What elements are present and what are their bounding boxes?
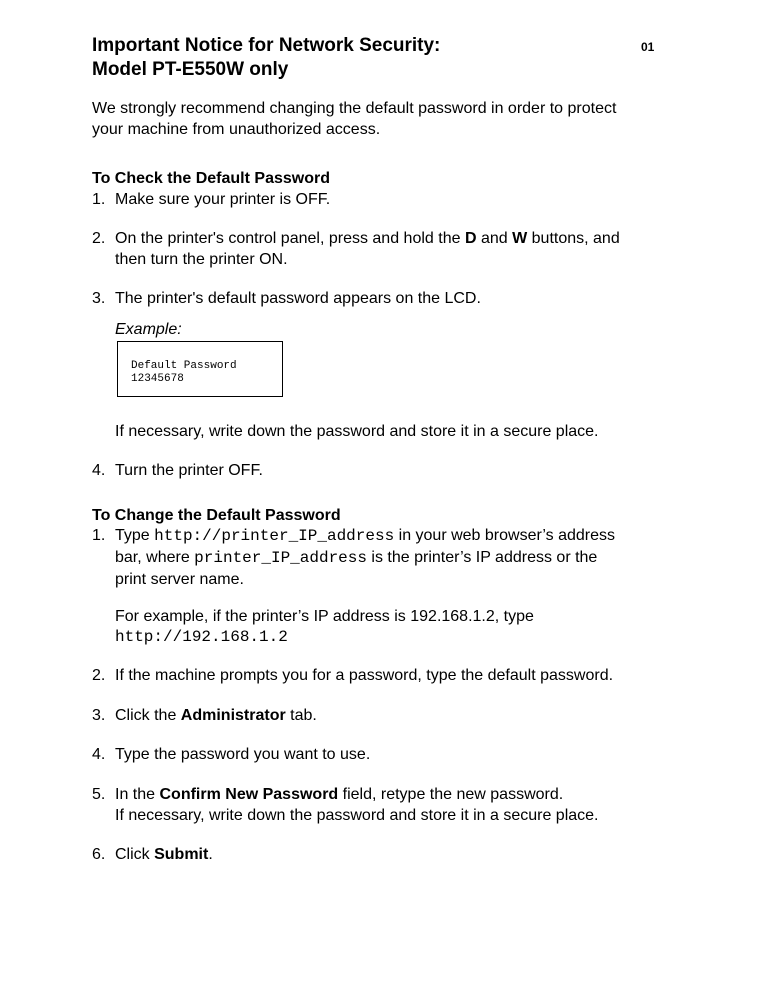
example-text: For example, if the printer’s IP address is 192.168.1.2, type <box>115 608 534 625</box>
step-text-pre: Click the <box>115 707 181 724</box>
check-step-4 <box>92 460 263 481</box>
title-line-1: Important Notice for Network Security: <box>92 35 441 56</box>
lcd-display-example <box>117 341 283 397</box>
example-url-code: http://192.168.1.2 <box>115 628 288 646</box>
step-number: 3. <box>92 290 106 307</box>
title-line-2: Model PT-E550W only <box>92 59 289 80</box>
change-step-1-example <box>115 606 534 648</box>
step-text-pre: On the printer's control panel, press and hold the <box>115 230 465 247</box>
submit-button-label: Submit <box>154 846 209 863</box>
step-number: 3. <box>92 707 106 724</box>
confirm-password-field-label: Confirm New Password <box>159 786 339 803</box>
step-number: 1. <box>92 191 106 208</box>
step-text: The printer's default password appears on the LCD. <box>115 290 481 307</box>
intro-paragraph <box>92 98 616 140</box>
check-section-heading: To Check the Default Password <box>92 170 330 187</box>
step-line-2-pre: bar, where <box>115 549 195 566</box>
step-number: 2. <box>92 230 106 247</box>
step-number: 1. <box>92 527 106 544</box>
ip-address-code: printer_IP_address <box>194 549 367 567</box>
step-number: 4. <box>92 746 106 763</box>
lcd-line-1: Default Password <box>131 360 237 372</box>
url-code: http://printer_IP_address <box>154 527 395 545</box>
step-text-post: tab. <box>285 707 317 724</box>
step-number: 2. <box>92 667 106 684</box>
change-section-heading: To Change the Default Password <box>92 507 341 524</box>
check-step-1 <box>92 189 330 210</box>
step-text-line-2: If necessary, write down the password and store it in a secure place. <box>115 807 599 824</box>
button-w-label: W <box>512 230 528 247</box>
lcd-line-2: 12345678 <box>131 373 184 385</box>
step-number: 4. <box>92 462 106 479</box>
change-step-1 <box>92 525 615 590</box>
step-line-3: print server name. <box>115 571 244 588</box>
step-text-post: . <box>208 846 213 863</box>
step-number: 5. <box>92 786 106 803</box>
change-step-3 <box>92 705 317 726</box>
example-label: Example: <box>115 321 182 338</box>
step-text: Make sure your printer is OFF. <box>115 191 331 208</box>
check-note: If necessary, write down the password and store it in a secure place. <box>115 423 599 440</box>
check-step-2 <box>92 228 620 270</box>
change-step-5 <box>92 784 599 826</box>
step-text-post: buttons, and <box>527 230 620 247</box>
change-step-4 <box>92 744 370 765</box>
step-number: 6. <box>92 846 106 863</box>
step-text-post: field, retype the new password. <box>338 786 564 803</box>
step-line-2-post: is the printer’s IP address or the <box>366 549 598 566</box>
step-text-pre: Click <box>115 846 155 863</box>
step-text-line-2: then turn the printer ON. <box>115 251 288 268</box>
step-text-mid: and <box>476 230 513 247</box>
change-step-6 <box>92 844 213 865</box>
button-d-label: D <box>464 230 477 247</box>
step-text: Type the password you want to use. <box>115 746 371 763</box>
page-title <box>92 34 440 82</box>
step-text: If the machine prompts you for a password, type the default password. <box>115 667 614 684</box>
step-text-pre: Type <box>115 527 155 544</box>
step-text-pre: In the <box>115 786 160 803</box>
check-step-3 <box>92 288 481 309</box>
page-number: 01 <box>641 40 655 54</box>
step-text-post: in your web browser’s address <box>394 527 616 544</box>
change-step-2 <box>92 665 613 686</box>
administrator-tab-label: Administrator <box>180 707 286 724</box>
intro-line-1: We strongly recommend changing the default password in order to protect <box>92 100 617 117</box>
step-text: Turn the printer OFF. <box>115 462 263 479</box>
intro-line-2: your machine from unauthorized access. <box>92 121 381 138</box>
